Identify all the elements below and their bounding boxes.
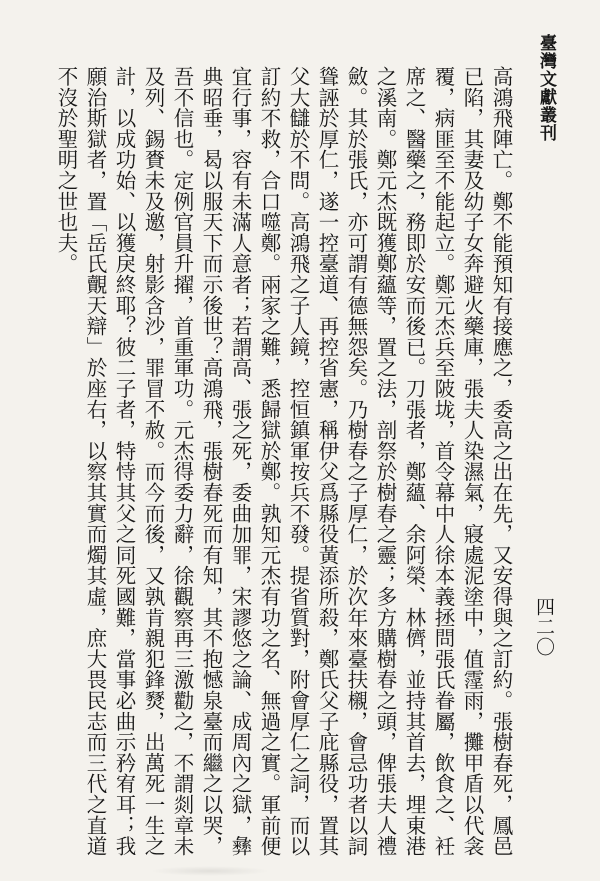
text-column-1: 高鴻飛陣亡。鄭不能預知有接應之，委高之出在先，又安得與之訂約。張樹春死，鳳邑 — [489, 66, 513, 856]
text-column-12: 吾不信也。定例官員升擢，首重軍功。元杰得委力辭，徐觀察再三激勸之，不謂剡章未 — [170, 66, 194, 856]
text-column-9: 訂約不救，合口噬鄭。兩家之難，悉歸獄於鄭。孰知元杰有功之名、無過之實。軍前便 — [257, 66, 281, 856]
text-column-6: 斂。其於張氏，亦可謂有德無怨矣。乃樹春之子厚仁，於次年來臺扶櫬，會忌功者以詞 — [344, 66, 368, 856]
text-column-14: 計，以成功始、以獲戾終耶？彼二子者，特恃其父之同死國難，當事必曲示矜宥耳；我 — [112, 66, 136, 856]
text-column-2: 已陷，其妻及幼子女奔避火藥庫，張夫人染濕氣，寢處泥塗中，值霪雨，攤甲盾以代衾 — [460, 66, 484, 856]
text-column-3: 覆，病匪至不能起立。鄭元杰兵至陂垅，首令幕中人徐本義拯問張氏眷屬，飲食之、衽 — [431, 66, 455, 856]
page-number: 四二〇 — [533, 597, 555, 657]
text-column-16: 不沒於聖明之世也夫。 — [54, 66, 78, 274]
scan-smudge — [150, 866, 270, 876]
series-title: 臺灣文獻叢刊 — [536, 34, 556, 142]
text-column-5: 之溪南。鄭元杰既獲鄭蘊等，置之法，剖祭於樹春之靈；多方購樹春之頭，俾張夫人禮 — [373, 66, 397, 856]
text-column-4: 席之、醫藥之，務即於安而後已。刀張者，鄭蘊、余阿榮、林儕，並持其首去，埋東港 — [402, 66, 426, 856]
text-column-8: 父大讎於不問。高鴻飛之子人鏡，控恒鎮軍按兵不發。提省質對，附會厚仁之詞，而以 — [286, 66, 310, 856]
text-column-15: 願治斯獄者，置「岳氏覿天辯」於座右，以察其實而燭其虛，庶大畏民志而三代之直道 — [83, 66, 107, 856]
text-column-10: 宜行事，容有未滿人意者；若謂高、張之死，委曲加罪，宋謬悠之論、成周內之獄，彝 — [228, 66, 252, 856]
text-column-13: 及列、錫賚未及邀，射影含沙，罪冒不赦。而今而後，又孰肯親犯鋒燹，出萬死一生之 — [141, 66, 165, 856]
text-column-11: 典昭垂，曷以服天下而示後世？高鴻飛，張樹春死而有知，其不抱憾泉臺而繼之以哭， — [199, 66, 223, 856]
text-column-7: 聳誣於厚仁，遂一控臺道、再控省憲，稱伊父爲縣役黃添所殺，鄭氏父子庇縣役，置其 — [315, 66, 339, 856]
